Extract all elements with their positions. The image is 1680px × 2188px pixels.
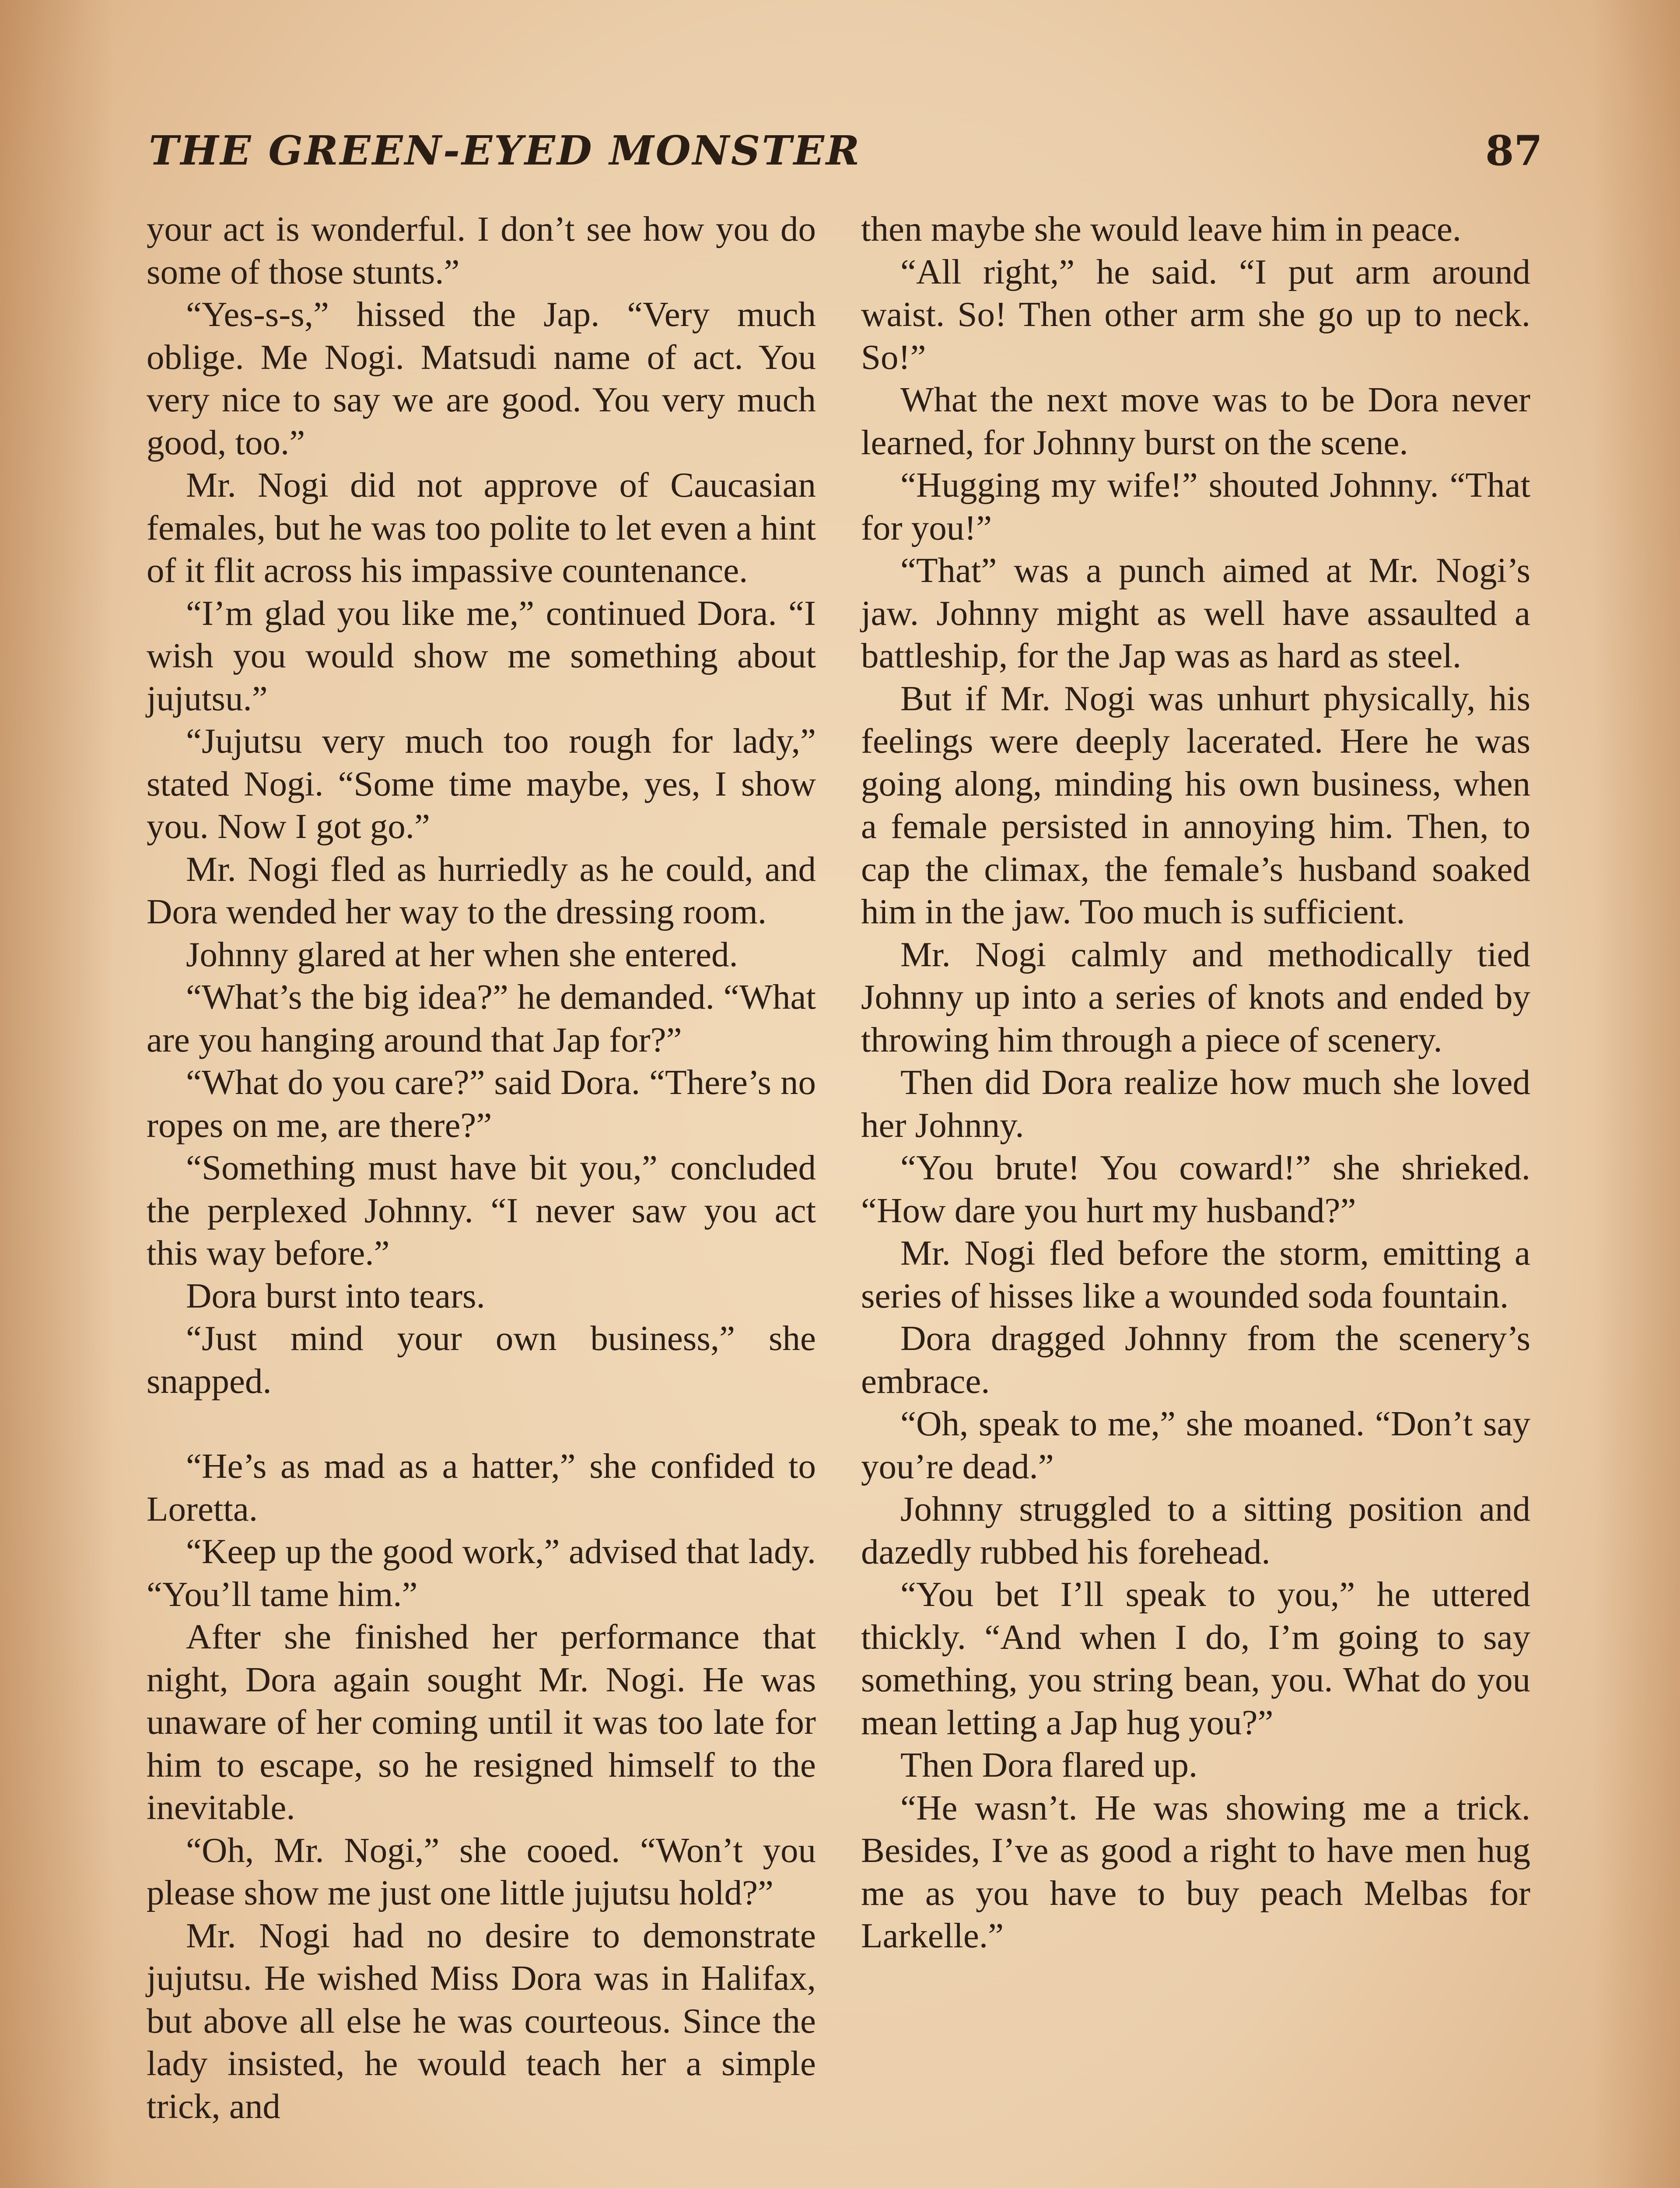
paragraph: Mr. Nogi calmly and methodically tied Johnny up into a series of knots and ended by throwing him through a piece of scenery. <box>861 934 1530 1059</box>
page-edge-shading-right <box>1592 0 1680 2188</box>
paragraph: “All right,” he said. “I put arm around waist. So! Then other arm she go up to neck. So!” <box>861 252 1530 377</box>
paragraph: “Just mind your own business,” she snapped. <box>147 1318 816 1401</box>
paragraph: “Hugging my wife!” shouted Johnny. “That for you!” <box>861 465 1530 547</box>
paragraph: “You bet I’ll speak to you,” he uttered thickly. “And when I do, I’m going to say something, you string bean, you. What do you mean letting a Jap hug you?” <box>861 1574 1530 1742</box>
paragraph: “He wasn’t. He was showing me a trick. Besides, I’ve as good a right to have men hug me as you have to buy peach Melbas for Larkelle.” <box>861 1788 1530 1955</box>
paragraph: Johnny glared at her when she entered. <box>186 934 738 974</box>
paragraph: What the next move was to be Dora never learned, for Johnny burst on the scene. <box>861 380 1530 462</box>
paragraph: your act is wonderful. I don’t see how you do some of those stunts.” <box>147 209 816 291</box>
paragraph: Mr. Nogi did not approve of Caucasian females, but he was too polite to let even a hint of it flit across his impassive countenance. <box>147 465 816 590</box>
paragraph: “Jujutsu very much too rough for lady,” stated Nogi. “Some time maybe, yes, I show you. Now I got go.” <box>147 721 816 846</box>
paragraph: “He’s as mad as a hatter,” she confided to Loretta. <box>147 1446 816 1529</box>
paragraph: Mr. Nogi had no desire to demonstrate jujutsu. He wished Miss Dora was in Halifax, but above all else he was courteous. Since the lady insisted, he would teach her a simple trick, and <box>147 1915 816 2126</box>
paragraph: “What do you care?” said Dora. “There’s no ropes on me, are there?” <box>147 1062 816 1145</box>
paragraph: “I’m glad you like me,” continued Dora. “I wish you would show me something about jujutsu.” <box>147 593 816 718</box>
page-edge-shading <box>0 0 114 2188</box>
paragraph: “Yes-s-s,” hissed the Jap. “Very much oblige. Me Nogi. Matsudi name of act. You very nice to say we are good. You very much good, too.” <box>147 295 816 462</box>
paragraph: then maybe she would leave him in peace. <box>861 209 1462 249</box>
paragraph: Johnny struggled to a sitting position and dazedly rubbed his forehead. <box>861 1489 1530 1571</box>
paragraph: But if Mr. Nogi was unhurt physically, his feelings were deeply lacerated. Here he was going along, minding his own business, when a female persisted in annoying him. Then, to cap the climax, the female’s husband soaked him in the jaw. Too much is sufficient. <box>861 678 1530 931</box>
running-title: THE GREEN-EYED MONSTER <box>149 127 861 174</box>
paragraph: “Oh, speak to me,” she moaned. “Don’t say you’re dead.” <box>861 1404 1530 1486</box>
paragraph: Mr. Nogi fled before the storm, emitting a series of hisses like a wounded soda fountain. <box>861 1233 1530 1315</box>
paragraph: “Oh, Mr. Nogi,” she cooed. “Won’t you please show me just one little jujutsu hold?” <box>147 1830 816 1912</box>
paragraph: After she finished her performance that night, Dora again sought Mr. Nogi. He was unaware of her coming until it was too late for him to escape, so he resigned himself to the inevitable. <box>147 1617 816 1827</box>
paragraph: Mr. Nogi fled as hurriedly as he could, and Dora wended her way to the dressing room. <box>147 849 816 931</box>
paragraph: Then did Dora realize how much she loved her Johnny. <box>861 1062 1530 1145</box>
page-number: 87 <box>1485 127 1543 175</box>
paragraph: Then Dora flared up. <box>900 1745 1198 1785</box>
paragraph: “You brute! You coward!” she shrieked. “How dare you hurt my husband?” <box>861 1148 1530 1230</box>
paragraph: “What’s the big idea?” he demanded. “What are you hanging around that Jap for?” <box>147 977 816 1059</box>
text-column-left <box>147 208 816 2128</box>
text-column-right <box>861 208 1530 1957</box>
paragraph: “That” was a punch aimed at Mr. Nogi’s jaw. Johnny might as well have assaulted a battleship, for the Jap was as hard as steel. <box>861 551 1530 675</box>
paragraph: Dora burst into tears. <box>186 1276 485 1315</box>
paragraph: “Keep up the good work,” advised that lady. “You’ll tame him.” <box>147 1532 816 1614</box>
paragraph: Dora dragged Johnny from the scenery’s embrace. <box>861 1318 1530 1401</box>
paragraph: “Something must have bit you,” concluded the perplexed Johnny. “I never saw you act this way before.” <box>147 1148 816 1273</box>
